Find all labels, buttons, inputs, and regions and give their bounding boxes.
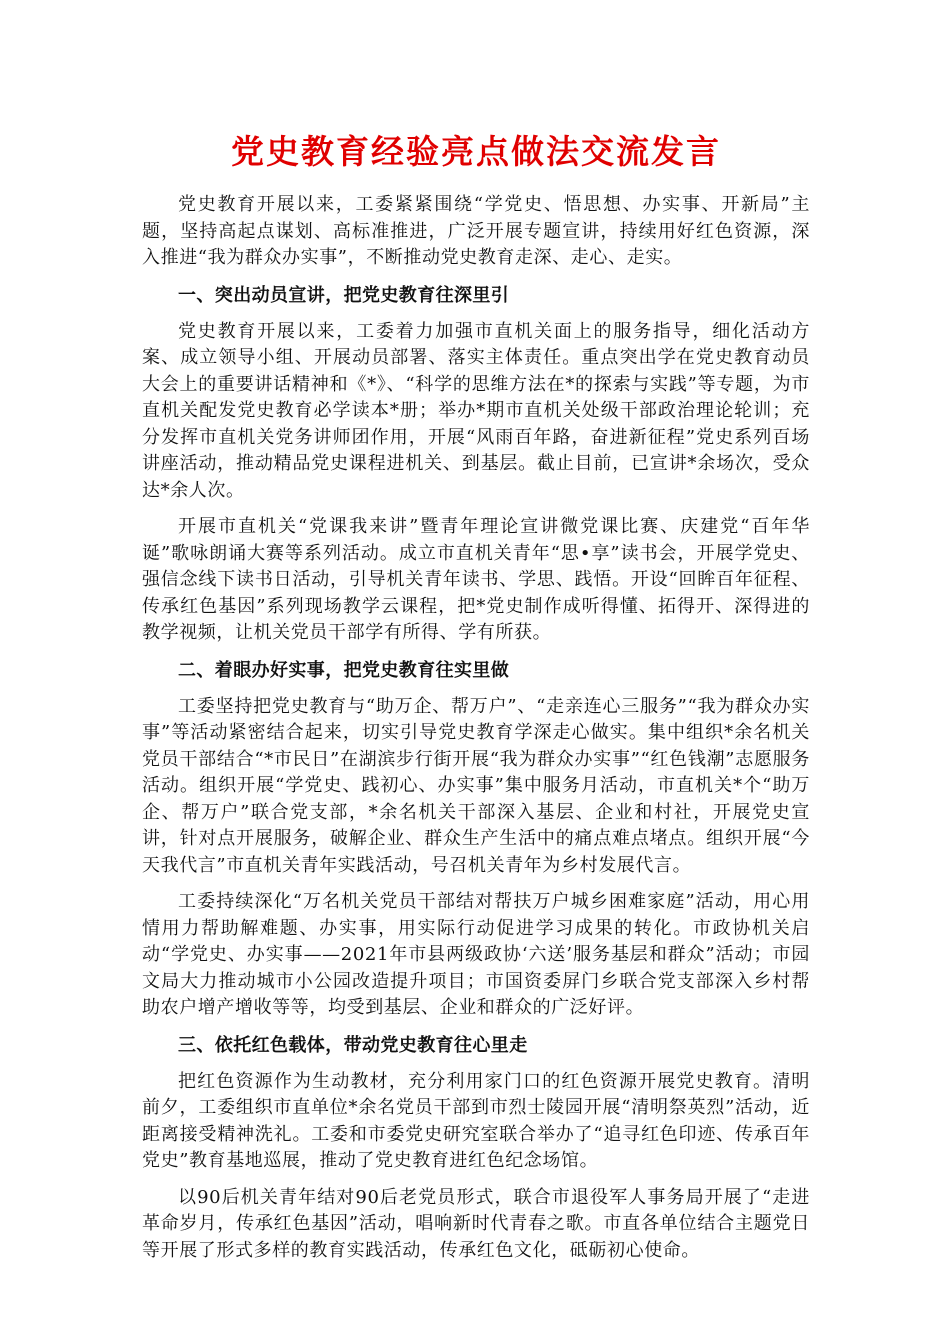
- section-1: [142, 282, 810, 647]
- section-paragraph: 以90后机关青年结对90后老党员形式，联合市退役军人事务局开展了“走进革命岁月，传承红色基因”活动，唱响新时代青春之歌。市直各单位结合主题党日等开展了形式多样的教育实践活动，传承红色文化，砥砺初心使命。: [142, 1186, 810, 1261]
- section-paragraph: 工委坚持把党史教育与“助万企、帮万户”、“走亲连心三服务”“我为群众办实事”等活动紧密结合起来，切实引导党史教育学深走心做实。集中组织*余名机关党员干部结合“*市民日”在湖滨步行街开展“我为群众办实事”“红色钱潮”志愿服务活动。组织开展“学党史、践初心、办实事”集中服务月活动，市直机关*个“助万企、帮万户”联合党支部，*余名机关干部深入基层、企业和村社，开展党史宣讲，针对点开展服务，破解企业、群众生产生活中的痛点难点堵点。组织开展“今天我代言”市直机关青年实践活动，号召机关青年为乡村发展代言。: [142, 695, 810, 876]
- document-page: [142, 130, 810, 1274]
- section-heading: 二、着眼办好实事，把党史教育往实里做: [178, 659, 510, 681]
- section-heading: 三、依托红色载体，带动党史教育往心里走: [178, 1034, 528, 1056]
- section-3: [142, 1032, 810, 1265]
- section-paragraph: 开展市直机关“党课我来讲”暨青年理论宣讲微党课比赛、庆建党“百年华诞”歌咏朗诵大赛等系列活动。成立市直机关青年“思•享”读书会，开展学党史、强信念线下读书日活动，引导机关青年读书、学思、践悟。开设“回眸百年征程、传承红色基因”系列现场教学云课程，把*党史制作成听得懂、拓得开、深得进的教学视频，让机关党员干部学有所得、学有所获。: [142, 516, 810, 643]
- section-paragraph: 党史教育开展以来，工委着力加强市直机关面上的服务指导，细化活动方案、成立领导小组、开展动员部署、落实主体责任。重点突出学在党史教育动员大会上的重要讲话精神和《*》、“科学的思维方法在*的探索与实践”等专题，为市直机关配发党史教育必学读本*册；举办*期市直机关处级干部政治理论轮训；充分发挥市直机关党务讲师团作用，开展“风雨百年路，奋进新征程”党史系列百场讲座活动，推动精品党史课程进机关、到基层。截止目前，已宣讲*余场次，受众达*余人次。: [142, 320, 810, 501]
- section-2: [142, 657, 810, 1022]
- intro-paragraph: 党史教育开展以来，工委紧紧围绕“学党史、悟思想、办实事、开新局”主题，坚持高起点谋划、高标准推进，广泛开展专题宣讲，持续用好红色资源，深入推进“我为群众办实事”，不断推动党史教育走深、走心、走实。: [142, 194, 810, 268]
- section-paragraph: 把红色资源作为生动教材，充分利用家门口的红色资源开展党史教育。清明前夕，工委组织市直单位*余名党员干部到市烈士陵园开展“清明祭英烈”活动，近距离接受精神洗礼。工委和市委党史研究室联合举办了“追寻红色印迹、传承百年党史”教育基地巡展，推动了党史教育进红色纪念场馆。: [142, 1070, 810, 1171]
- section-heading: 一、突出动员宣讲，把党史教育往深里引: [178, 284, 510, 306]
- section-paragraph: 工委持续深化“万名机关党员干部结对帮扶万户城乡困难家庭”活动，用心用情用力帮助解难题、办实事，用实际行动促进学习成果的转化。市政协机关启动“学党史、办实事——2021年市县两级政协‘六送’服务基层和群众”活动；市园文局大力推动城市小公园改造提升项目；市国资委屏门乡联合党支部深入乡村帮助农户增产增收等等，均受到基层、企业和群众的广泛好评。: [142, 891, 810, 1018]
- document-title: 党史教育经验亮点做法交流发言: [231, 132, 721, 171]
